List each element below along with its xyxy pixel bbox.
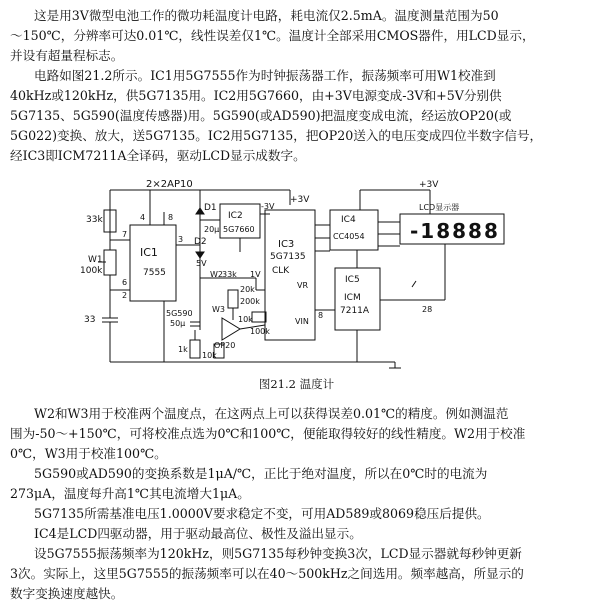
ic5-label: IC5: [345, 275, 360, 285]
body-line: 围为-50～+150℃，可将校准点选为0℃和100℃，便能取得较好的线性精度。W2用于校准: [10, 426, 526, 441]
ic3-label: IC3: [278, 239, 295, 250]
body-line: 5G590或AD590的变换系数是1μA/℃，正比于绝对温度，所以在0℃时的电流为: [34, 466, 488, 481]
resistor-10k-mid-label: 10k: [238, 315, 253, 324]
body-line: 273μA，温度每升高1℃其电流增大1μA。: [10, 486, 250, 501]
pin-8: 8: [168, 213, 174, 222]
intro-line: 5G022)变换、放大，送5G7135。IC2用5G7135，把OP20送入的电压变成四位半数字信号，: [10, 128, 543, 143]
ic5-part-2: 7211A: [340, 306, 370, 316]
intro-line: 并设有超量程标志。: [10, 48, 124, 63]
pot-w2-label: W2: [210, 270, 223, 279]
cap-33-label: 33: [84, 315, 96, 325]
lcd-title-label: LCD显示器: [419, 203, 460, 212]
body-line: 设5G7555振荡频率为120kHz，则5G7135每秒钟变换3次，LCD显示器就每秒钟更新: [34, 546, 522, 561]
figure-caption: 图21.2 温度计: [258, 377, 335, 391]
pin-3: 3: [178, 235, 184, 244]
body-line: W2和W3用于校准两个温度点，在这两点上可以获得误差0.01℃的精度。例如测温范: [34, 406, 509, 421]
intro-line: 40kHz或120kHz，供5G7135用。IC2用5G7660，由+3V电源变成-3V和+5V分别供: [10, 88, 502, 103]
resistor-1k-label: 1k: [178, 345, 188, 354]
clk-label: CLK: [272, 266, 290, 276]
body-line: IC4是LCD四驱动器，用于驱动最高位、极性及溢出显示。: [34, 526, 362, 541]
ic2-part: 5G7660: [223, 225, 255, 234]
body-line: 数字变换速度越快。: [10, 586, 124, 601]
lcd-digits: -18888: [410, 219, 500, 243]
intro-line: 5G7135、5G590(温度传感器)用。5G590(或AD590)把温度变成电流，经运放OP20(或: [10, 108, 512, 123]
resistor-100k-mid-label: 100k: [250, 327, 270, 336]
sensor-5g590-label: 5G590: [166, 309, 193, 318]
cap-20u-label: 20μ: [204, 225, 220, 234]
bus-8-label: 8: [318, 311, 324, 320]
intro-line: 这是用3V微型电池工作的微功耗温度计电路，耗电流仅2.5mA。温度测量范围为50: [34, 8, 499, 23]
resistor-33k-label: 33k: [86, 215, 103, 225]
pin-4: 4: [140, 213, 146, 222]
opamp-op20-label: OP20: [214, 341, 236, 350]
diode-d2-label: D2: [194, 237, 207, 247]
plus-5v-label: 5V: [196, 259, 207, 268]
ic1-part: 7555: [143, 268, 166, 278]
body-line: 5G7135所需基准电压1.0000V要求稳定不变，可用AD589或8069稳压后提供。: [34, 506, 490, 521]
vcc-mid-label: +3V: [290, 195, 310, 205]
diode-pair-label: 2×2AP10: [146, 179, 193, 190]
resistor-33k-mid-label: 33k: [222, 270, 237, 279]
vin-label: VIN: [295, 317, 309, 326]
pot-w3-label: W3: [212, 305, 225, 314]
pin-2: 2: [122, 291, 128, 300]
bus-28-label: 28: [422, 305, 433, 314]
resistor-20k-label: 20k: [240, 285, 255, 294]
intro-line: ～150℃，分辨率可达0.01℃，线性误差仅1℃。温度计全部采用CMOS器件，用LCD显示，: [10, 28, 535, 43]
body-line: 3次。实际上，这里5G7555的振荡频率可以在40～500kHz之间选用。频率越高，所显示的: [10, 566, 524, 581]
vr-label: VR: [297, 281, 309, 290]
resistor-10k-bot-label: 10k: [202, 351, 217, 360]
pin-6: 6: [122, 278, 128, 287]
ic3-part: 5G7135: [270, 252, 306, 262]
intro-line: 经IC3即ICM7211A全译码，驱动LCD显示成数字。: [10, 148, 306, 163]
ic2-label: IC2: [228, 211, 243, 221]
one-volt-label: 1V: [250, 270, 261, 279]
resistor-100k-label: 100k: [80, 266, 103, 276]
intro-line: 电路如图21.2所示。IC1用5G7555作为时钟振荡器工作，振荡频率可用W1校准到: [34, 68, 496, 83]
ic1-label: IC1: [140, 246, 158, 259]
body-text: [10, 404, 585, 604]
diode-d1-label: D1: [204, 203, 217, 213]
body-line: 0℃，W3用于校准100℃。: [10, 446, 167, 461]
ic4-label: IC4: [341, 215, 356, 225]
ic4-part: CC4054: [333, 232, 365, 241]
ic5-part-1: ICM: [344, 293, 361, 303]
resistor-200k-label: 200k: [240, 297, 260, 306]
pot-w1-label: W1: [88, 255, 103, 265]
minus-3v-label: -3V: [261, 202, 275, 211]
cap-50u-label: 50μ: [170, 319, 186, 328]
pin-7: 7: [122, 230, 128, 239]
vcc-right-label: +3V: [419, 180, 439, 190]
